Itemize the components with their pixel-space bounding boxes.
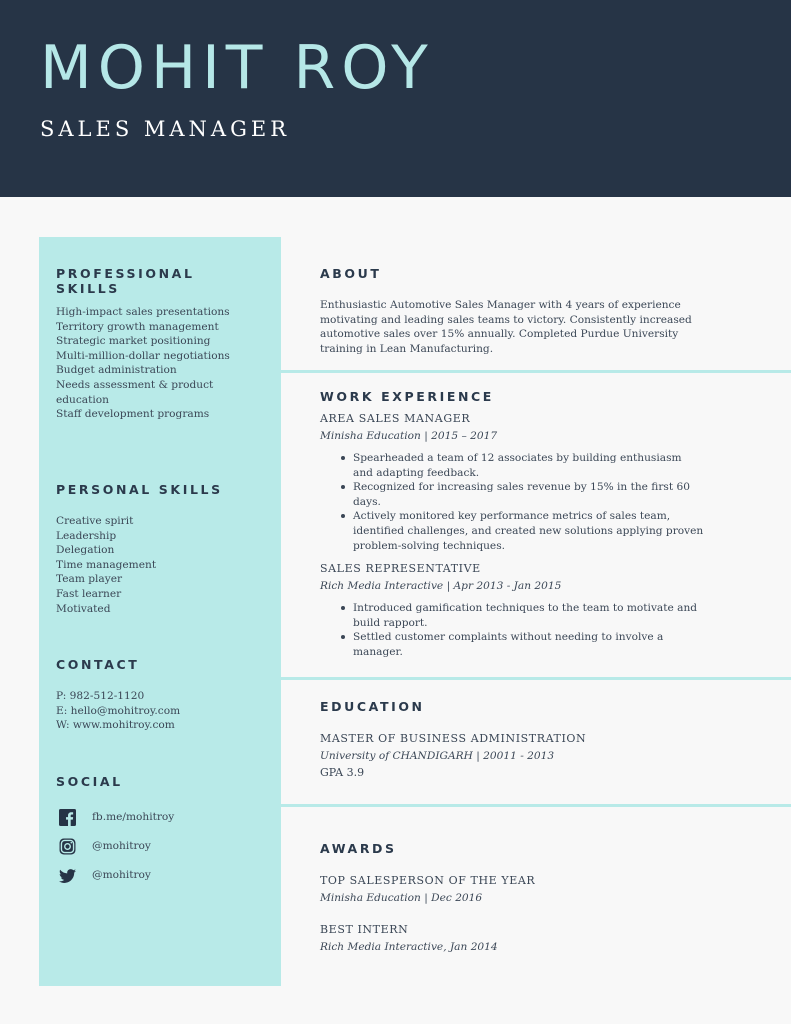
list-item: education xyxy=(56,393,109,406)
bullet-line: problem-solving techniques. xyxy=(353,539,506,552)
personal-skills-list xyxy=(56,514,271,616)
list-item: Budget administration xyxy=(56,364,177,377)
award-title: TOP SALESPERSON OF THE YEAR xyxy=(320,874,536,887)
list-item: Creative spirit xyxy=(56,515,134,527)
about-line: training in Lean Manufacturing. xyxy=(320,342,494,355)
list-item: Delegation xyxy=(56,544,115,557)
about-text xyxy=(320,298,740,356)
candidate-name: MOHIT ROY xyxy=(40,33,434,103)
job-title: SALES REPRESENTATIVE xyxy=(320,562,481,575)
section-divider xyxy=(281,370,791,373)
job-bullets xyxy=(320,601,740,659)
list-item: Leadership xyxy=(56,529,117,542)
about-line: motivating and leading sales teams to victory. Consistently increased xyxy=(320,313,692,326)
bullet-line: Introduced gamification techniques to the team to motivate and xyxy=(353,602,698,614)
section-divider xyxy=(281,804,791,807)
instagram-icon xyxy=(59,838,76,855)
professional-skills-heading xyxy=(56,266,271,296)
list-item: Strategic market positioning xyxy=(56,335,211,348)
personal-skills-heading: PERSONAL SKILLS xyxy=(56,482,223,497)
list-item: Team player xyxy=(56,573,123,586)
social-heading: SOCIAL xyxy=(56,774,123,789)
awards-heading: AWARDS xyxy=(320,841,397,856)
gpa: GPA 3.9 xyxy=(320,766,365,779)
work-experience-heading: WORK EXPERIENCE xyxy=(320,389,494,404)
award-meta: Rich Media Interactive, Jan 2014 xyxy=(320,941,498,953)
list-item: Fast learner xyxy=(56,587,122,600)
contact-email[interactable]: E: hello@mohitroy.com xyxy=(56,704,181,717)
candidate-title: SALES MANAGER xyxy=(40,117,291,141)
section-divider xyxy=(281,677,791,680)
about-line: automotive sales over 15% annually. Completed Purdue University xyxy=(320,328,679,341)
bullet-line: Actively monitored key performance metrics of sales team, xyxy=(353,510,671,523)
list-item xyxy=(320,451,740,480)
job-bullets xyxy=(320,451,740,553)
contact-section xyxy=(56,657,271,733)
bullet-line: Recognized for increasing sales revenue by 15% in the first 60 xyxy=(353,481,690,494)
social-section xyxy=(56,774,271,897)
personal-skills-section xyxy=(56,482,271,616)
degree: MASTER OF BUSINESS ADMINISTRATION xyxy=(320,732,587,745)
list-item: High-impact sales presentations xyxy=(56,306,230,318)
professional-skills-list xyxy=(56,305,271,422)
bullet-line: and adapting feedback. xyxy=(353,466,480,479)
contact-phone: P: 982-512-1120 xyxy=(56,690,145,702)
professional-skills-heading-line: PROFESSIONAL xyxy=(56,266,195,281)
bullet-line: manager. xyxy=(353,645,403,658)
social-item-twitter[interactable] xyxy=(56,868,271,897)
contact-list xyxy=(56,689,271,733)
list-item xyxy=(320,601,740,630)
award-title: BEST INTERN xyxy=(320,923,409,936)
social-item-label: fb.me/mohitroy xyxy=(92,811,175,823)
social-item-label: @mohitroy xyxy=(92,840,151,852)
about-line: Enthusiastic Automotive Sales Manager with 4 years of experience xyxy=(320,299,681,311)
job-company-dates: Minisha Education | 2015 – 2017 xyxy=(320,430,498,442)
social-item-facebook[interactable] xyxy=(56,810,271,839)
award-meta: Minisha Education | Dec 2016 xyxy=(320,892,483,904)
list-item xyxy=(320,630,740,659)
bullet-line: days. xyxy=(353,495,381,508)
list-item: Multi-million-dollar negotiations xyxy=(56,349,230,362)
bullet-line: build rapport. xyxy=(353,616,428,629)
header-banner xyxy=(0,0,791,197)
social-list xyxy=(56,810,271,897)
list-item: Territory growth management xyxy=(56,320,219,333)
professional-skills-heading-line: SKILLS xyxy=(56,281,120,296)
professional-skills-section xyxy=(56,266,271,422)
bullet-line: Spearheaded a team of 12 associates by building enthusiasm xyxy=(353,452,682,464)
list-item: Needs assessment & product xyxy=(56,378,214,391)
list-item: Motivated xyxy=(56,602,111,615)
sidebar xyxy=(39,237,281,986)
job-title: AREA SALES MANAGER xyxy=(320,412,471,425)
school-dates: University of CHANDIGARH | 20011 - 2013 xyxy=(320,750,555,762)
list-item xyxy=(320,480,740,509)
social-item-instagram[interactable] xyxy=(56,839,271,868)
bullet-line: Settled customer complaints without needing to involve a xyxy=(353,631,664,644)
about-heading: ABOUT xyxy=(320,266,382,281)
contact-website[interactable]: W: www.mohitroy.com xyxy=(56,719,175,732)
twitter-icon xyxy=(59,867,76,884)
education-heading: EDUCATION xyxy=(320,699,425,714)
facebook-icon xyxy=(59,809,76,826)
list-item: Staff development programs xyxy=(56,408,210,421)
social-item-label: @mohitroy xyxy=(92,869,151,881)
list-item xyxy=(320,509,740,553)
job-company-dates: Rich Media Interactive | Apr 2013 - Jan 2015 xyxy=(320,580,562,592)
list-item: Time management xyxy=(56,558,157,571)
contact-heading: CONTACT xyxy=(56,657,140,672)
bullet-line: identified challenges, and created new solutions applying proven xyxy=(353,524,704,537)
